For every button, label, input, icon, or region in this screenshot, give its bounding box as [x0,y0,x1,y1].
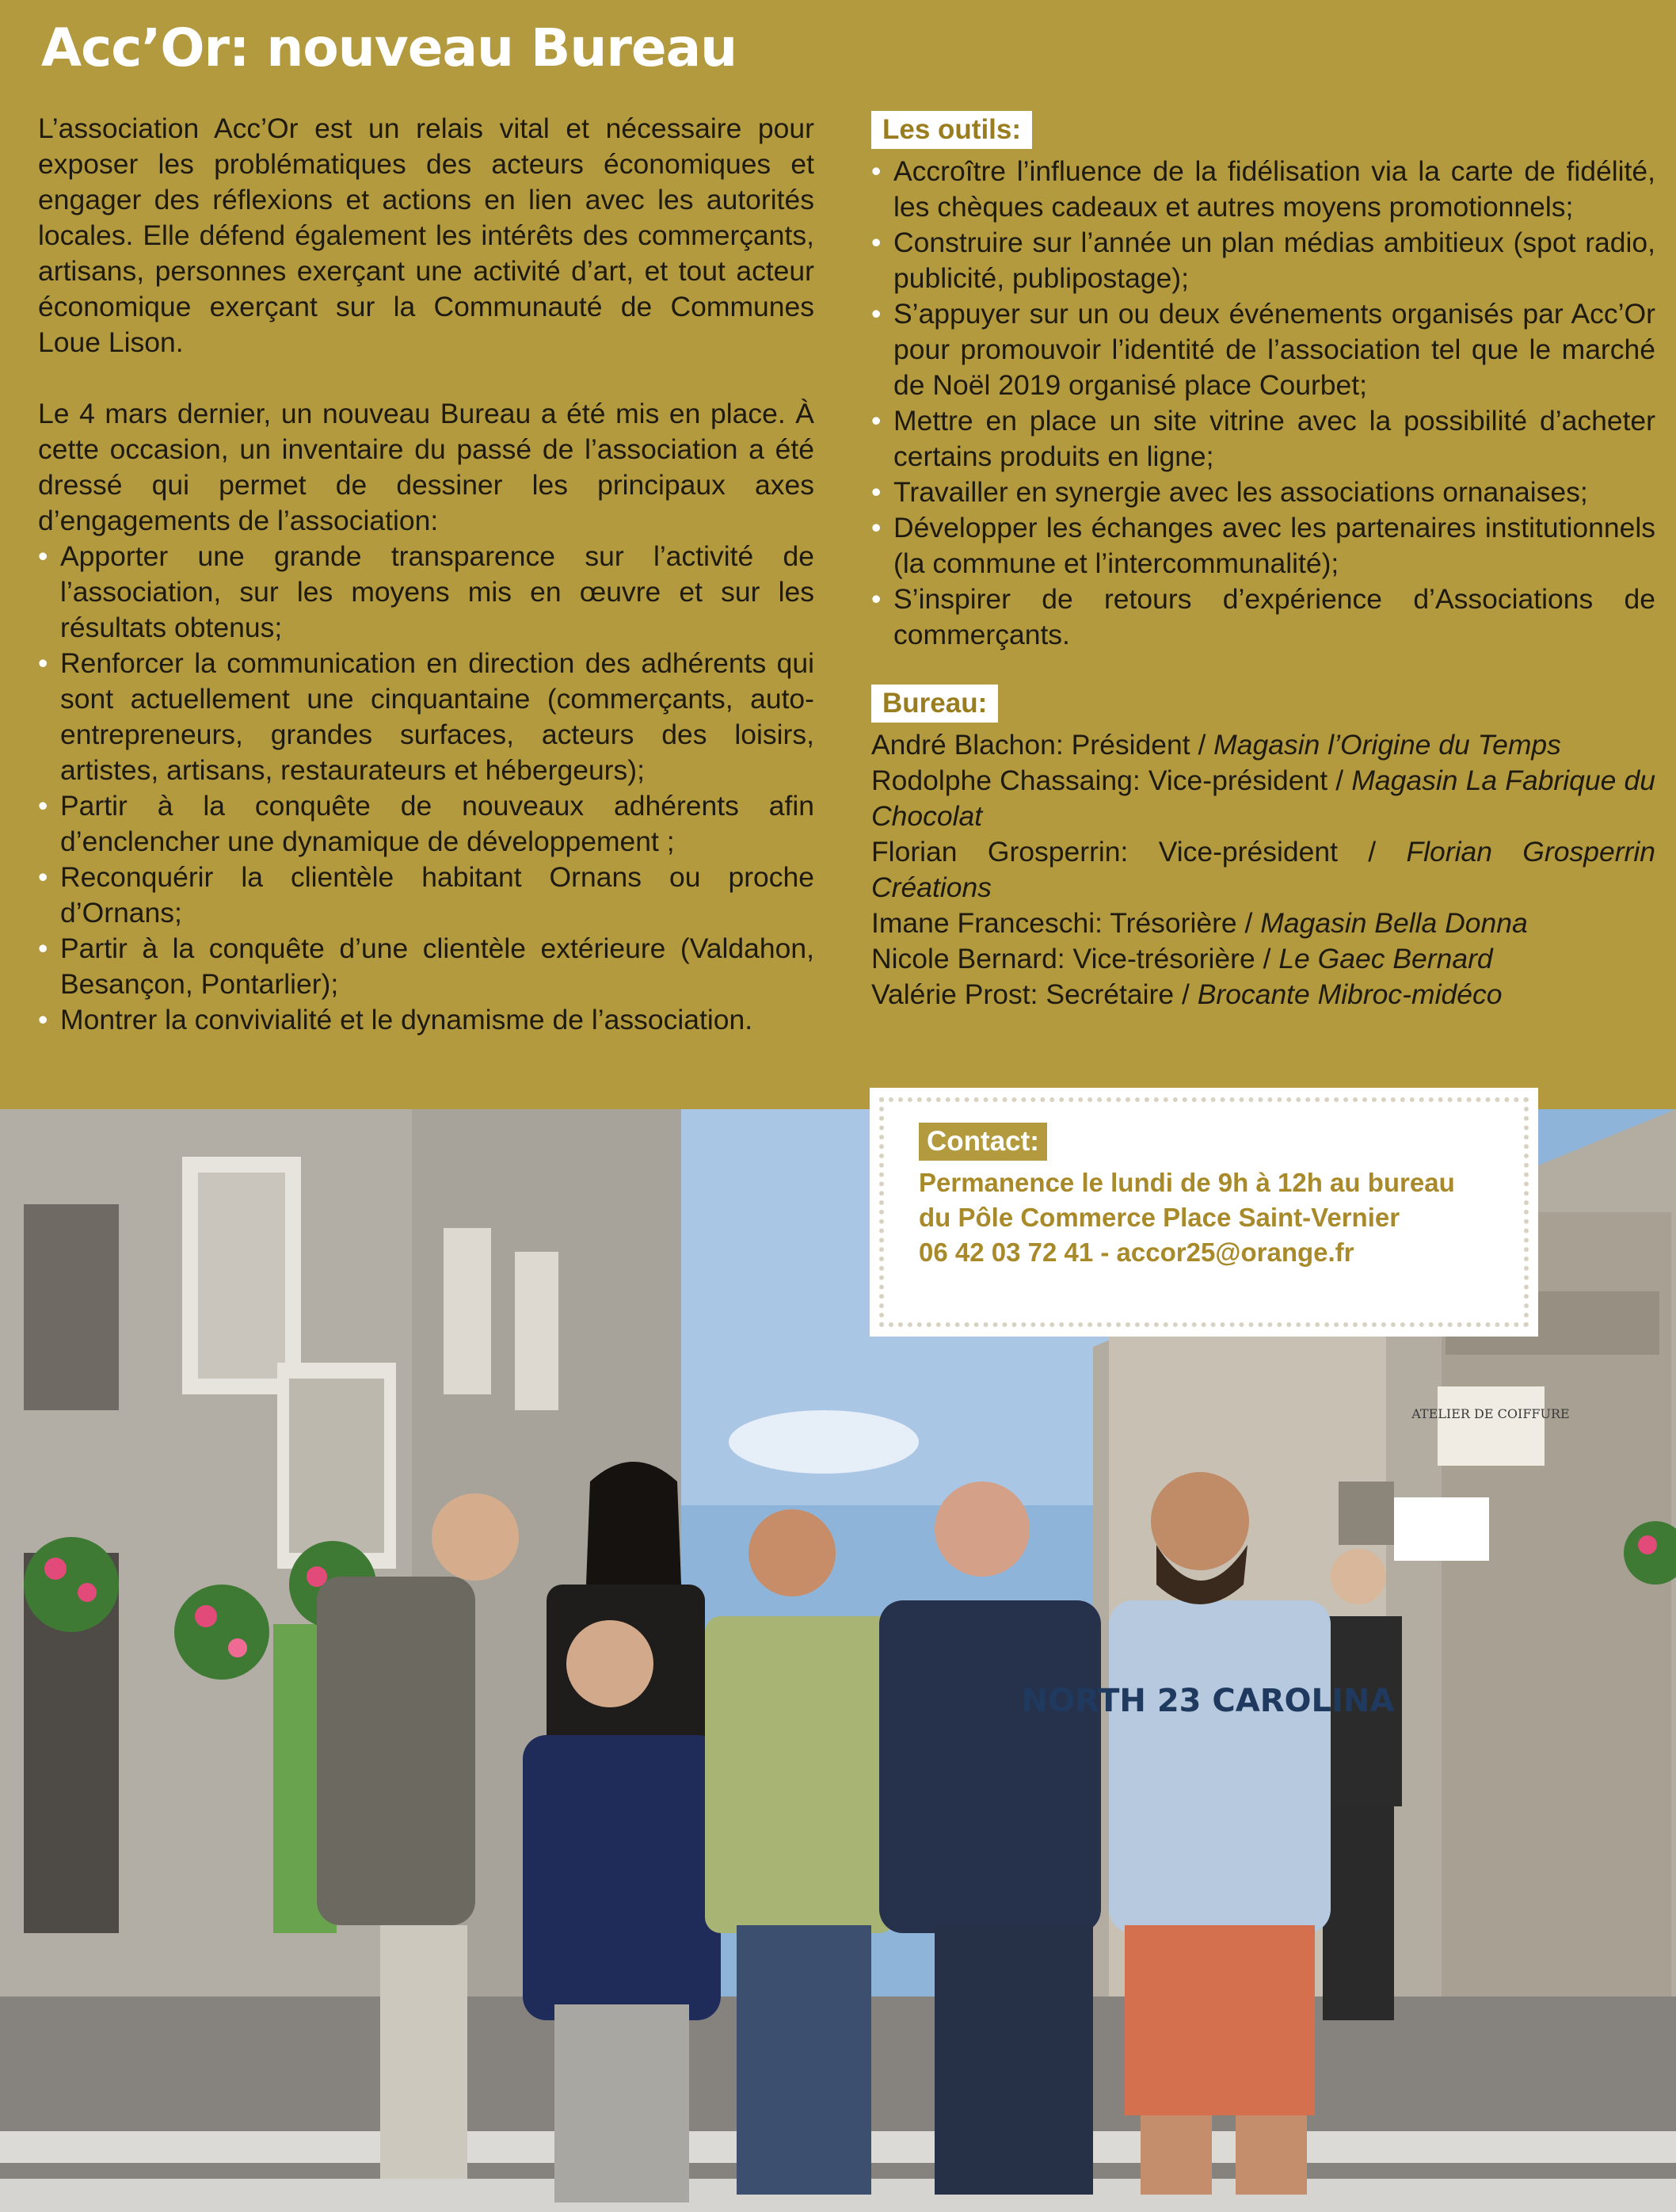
bureau-heading: Bureau: [871,685,998,723]
outils-heading: Les outils: [871,111,1032,149]
list-item: • Accroître l’influence de la fidélisation via la carte de fidélité, les chèques cadeaux et autres moyens promotionnels; [871,154,1655,225]
atelier-sign: ATELIER DE COIFFURE [1411,1406,1570,1421]
bureau-member: Valérie Prost: Secrétaire / Brocante Mibroc-midéco [871,978,1503,1010]
intro-paragraph: L’association Acc’Or est un relais vital et nécessaire pour exposer les problématiques des acteurs économiques et engager des réflexions et actions en lien avec les autorités locales. Elle défend également les intérêts des commerçants, artisans, personnes exerçant une activité d’art, et tout acteur économique exerçant sur la Communauté de Communes Loue Lison. [38,113,814,358]
list-item: • Travailler en synergie avec les associations ornanaises; [871,475,1655,510]
contact-heading: Contact: [919,1123,1047,1161]
list-item: • S’appuyer sur un ou deux événements organisés par Acc’Or pour promouvoir l’identité de l’association tel que le marché de Noël 2019 organisé place Courbet; [871,296,1655,403]
bureau-member: Nicole Bernard: Vice-trésorière / Le Gaec Bernard [871,943,1493,974]
list-item: • Reconquérir la clientèle habitant Ornans ou proche d’Ornans; [38,860,814,931]
list-item: • Renforcer la communication en direction des adhérents qui sont actuellement une cinquantaine (commerçants, auto-entrepreneurs, grandes surfaces, acteurs des loisirs, artistes, artisans, restaurateurs et hébergeurs); [38,646,814,788]
list-item: • Partir à la conquête de nouveaux adhérents afin d’enclencher une dynamique de développement ; [38,788,814,860]
list-item: • Partir à la conquête d’une clientèle extérieure (Valdahon, Besançon, Pontarlier); [38,931,814,1002]
contact-phone-email: 06 42 03 72 41 - accor25@orange.fr [919,1238,1354,1267]
bureau-member: André Blachon: Président / Magasin l’Origine du Temps [871,729,1561,761]
article-title: Acc’Or: nouveau Bureau [41,17,737,78]
contact-hours: Permanence le lundi de 9h à 12h au bureau [919,1168,1455,1197]
outils-list [871,154,1655,653]
list-item: • Apporter une grande transparence sur l’activité de l’association, sur les moyens mis en œuvre et sur les résultats obtenus; [38,539,814,646]
list-item: • Montrer la convivialité et le dynamisme de l’association. [38,1002,814,1038]
bureau-block [871,685,1655,1013]
bureau-member: Rodolphe Chassaing: Vice-président / Magasin La Fabrique du Chocolat [871,765,1656,832]
list-item: • Mettre en place un site vitrine avec la possibilité d’acheter certains produits en ligne; [871,403,1655,475]
bureau-intro-paragraph: Le 4 mars dernier, un nouveau Bureau a été mis en place. À cette occasion, un inventaire du passé de l’association a été dressé qui permet de dessiner les principaux axes d’engagements de l’association: [38,398,814,536]
left-column [38,111,814,1038]
list-item: • Construire sur l’année un plan médias ambitieux (spot radio, publicité, publipostage); [871,225,1655,296]
contact-box [879,1097,1529,1327]
list-item: • S’inspirer de retours d’expérience d’Associations de commerçants. [871,582,1655,653]
right-column [871,111,1655,1013]
engagement-list [38,539,814,1038]
shirt-print: NORTH 23 CAROLINA [1021,1683,1395,1719]
bureau-member: Imane Franceschi: Trésorière / Magasin Bella Donna [871,907,1528,939]
bureau-member: Florian Grosperrin: Vice-président / Florian Grosperrin Créations [871,836,1655,903]
contact-location: du Pôle Commerce Place Saint-Vernier [919,1203,1400,1232]
list-item: • Développer les échanges avec les partenaires institutionnels (la commune et l’intercommunalité); [871,510,1655,582]
